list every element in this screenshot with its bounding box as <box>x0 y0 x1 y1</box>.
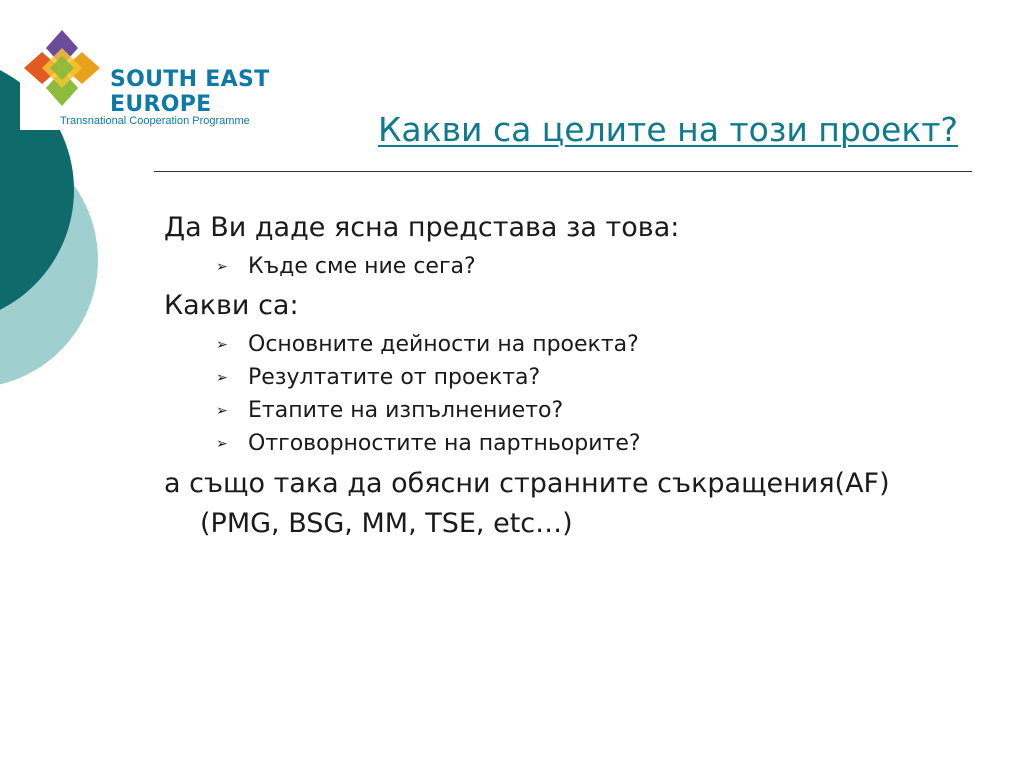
bullet-item <box>216 364 964 392</box>
bullet-item <box>216 253 964 281</box>
arrow-bullet-icon: ➢ <box>216 403 228 419</box>
title-divider <box>154 171 972 172</box>
logo-subtitle: Transnational Cooperation Programme <box>60 115 250 127</box>
closing-text: а също така да обясни странните съкращения(AF)(PMG, BSG, MM, TSE, etc…) <box>164 468 890 539</box>
slide-body <box>164 208 964 544</box>
bullet-item <box>216 397 964 425</box>
logo-flower-icon <box>20 26 104 110</box>
bullet-text: Резултатите от проекта? <box>248 365 541 390</box>
slide-title[interactable]: Какви са целите на този проект? <box>377 110 958 149</box>
bullet-text: Етапите на изпълнението? <box>248 398 564 423</box>
arrow-bullet-icon: ➢ <box>216 259 228 275</box>
arrow-bullet-icon: ➢ <box>216 370 228 386</box>
arrow-bullet-icon: ➢ <box>216 436 228 452</box>
intro-text: Да Ви даде ясна представа за това: <box>164 212 680 243</box>
logo-text-line1: SOUTH EAST <box>110 67 270 92</box>
bullet-text: Основните дейности на проекта? <box>248 332 639 357</box>
logo-text-line2: EUROPE <box>110 92 212 117</box>
section-heading: Какви са: <box>164 290 299 321</box>
bullet-text: Отговорностите на партньорите? <box>248 431 641 456</box>
bullet-text: Къде сме ние сега? <box>248 254 476 279</box>
bullet-item <box>216 430 964 458</box>
programme-logo <box>20 26 278 130</box>
bullet-item <box>216 331 964 359</box>
arrow-bullet-icon: ➢ <box>216 337 228 353</box>
